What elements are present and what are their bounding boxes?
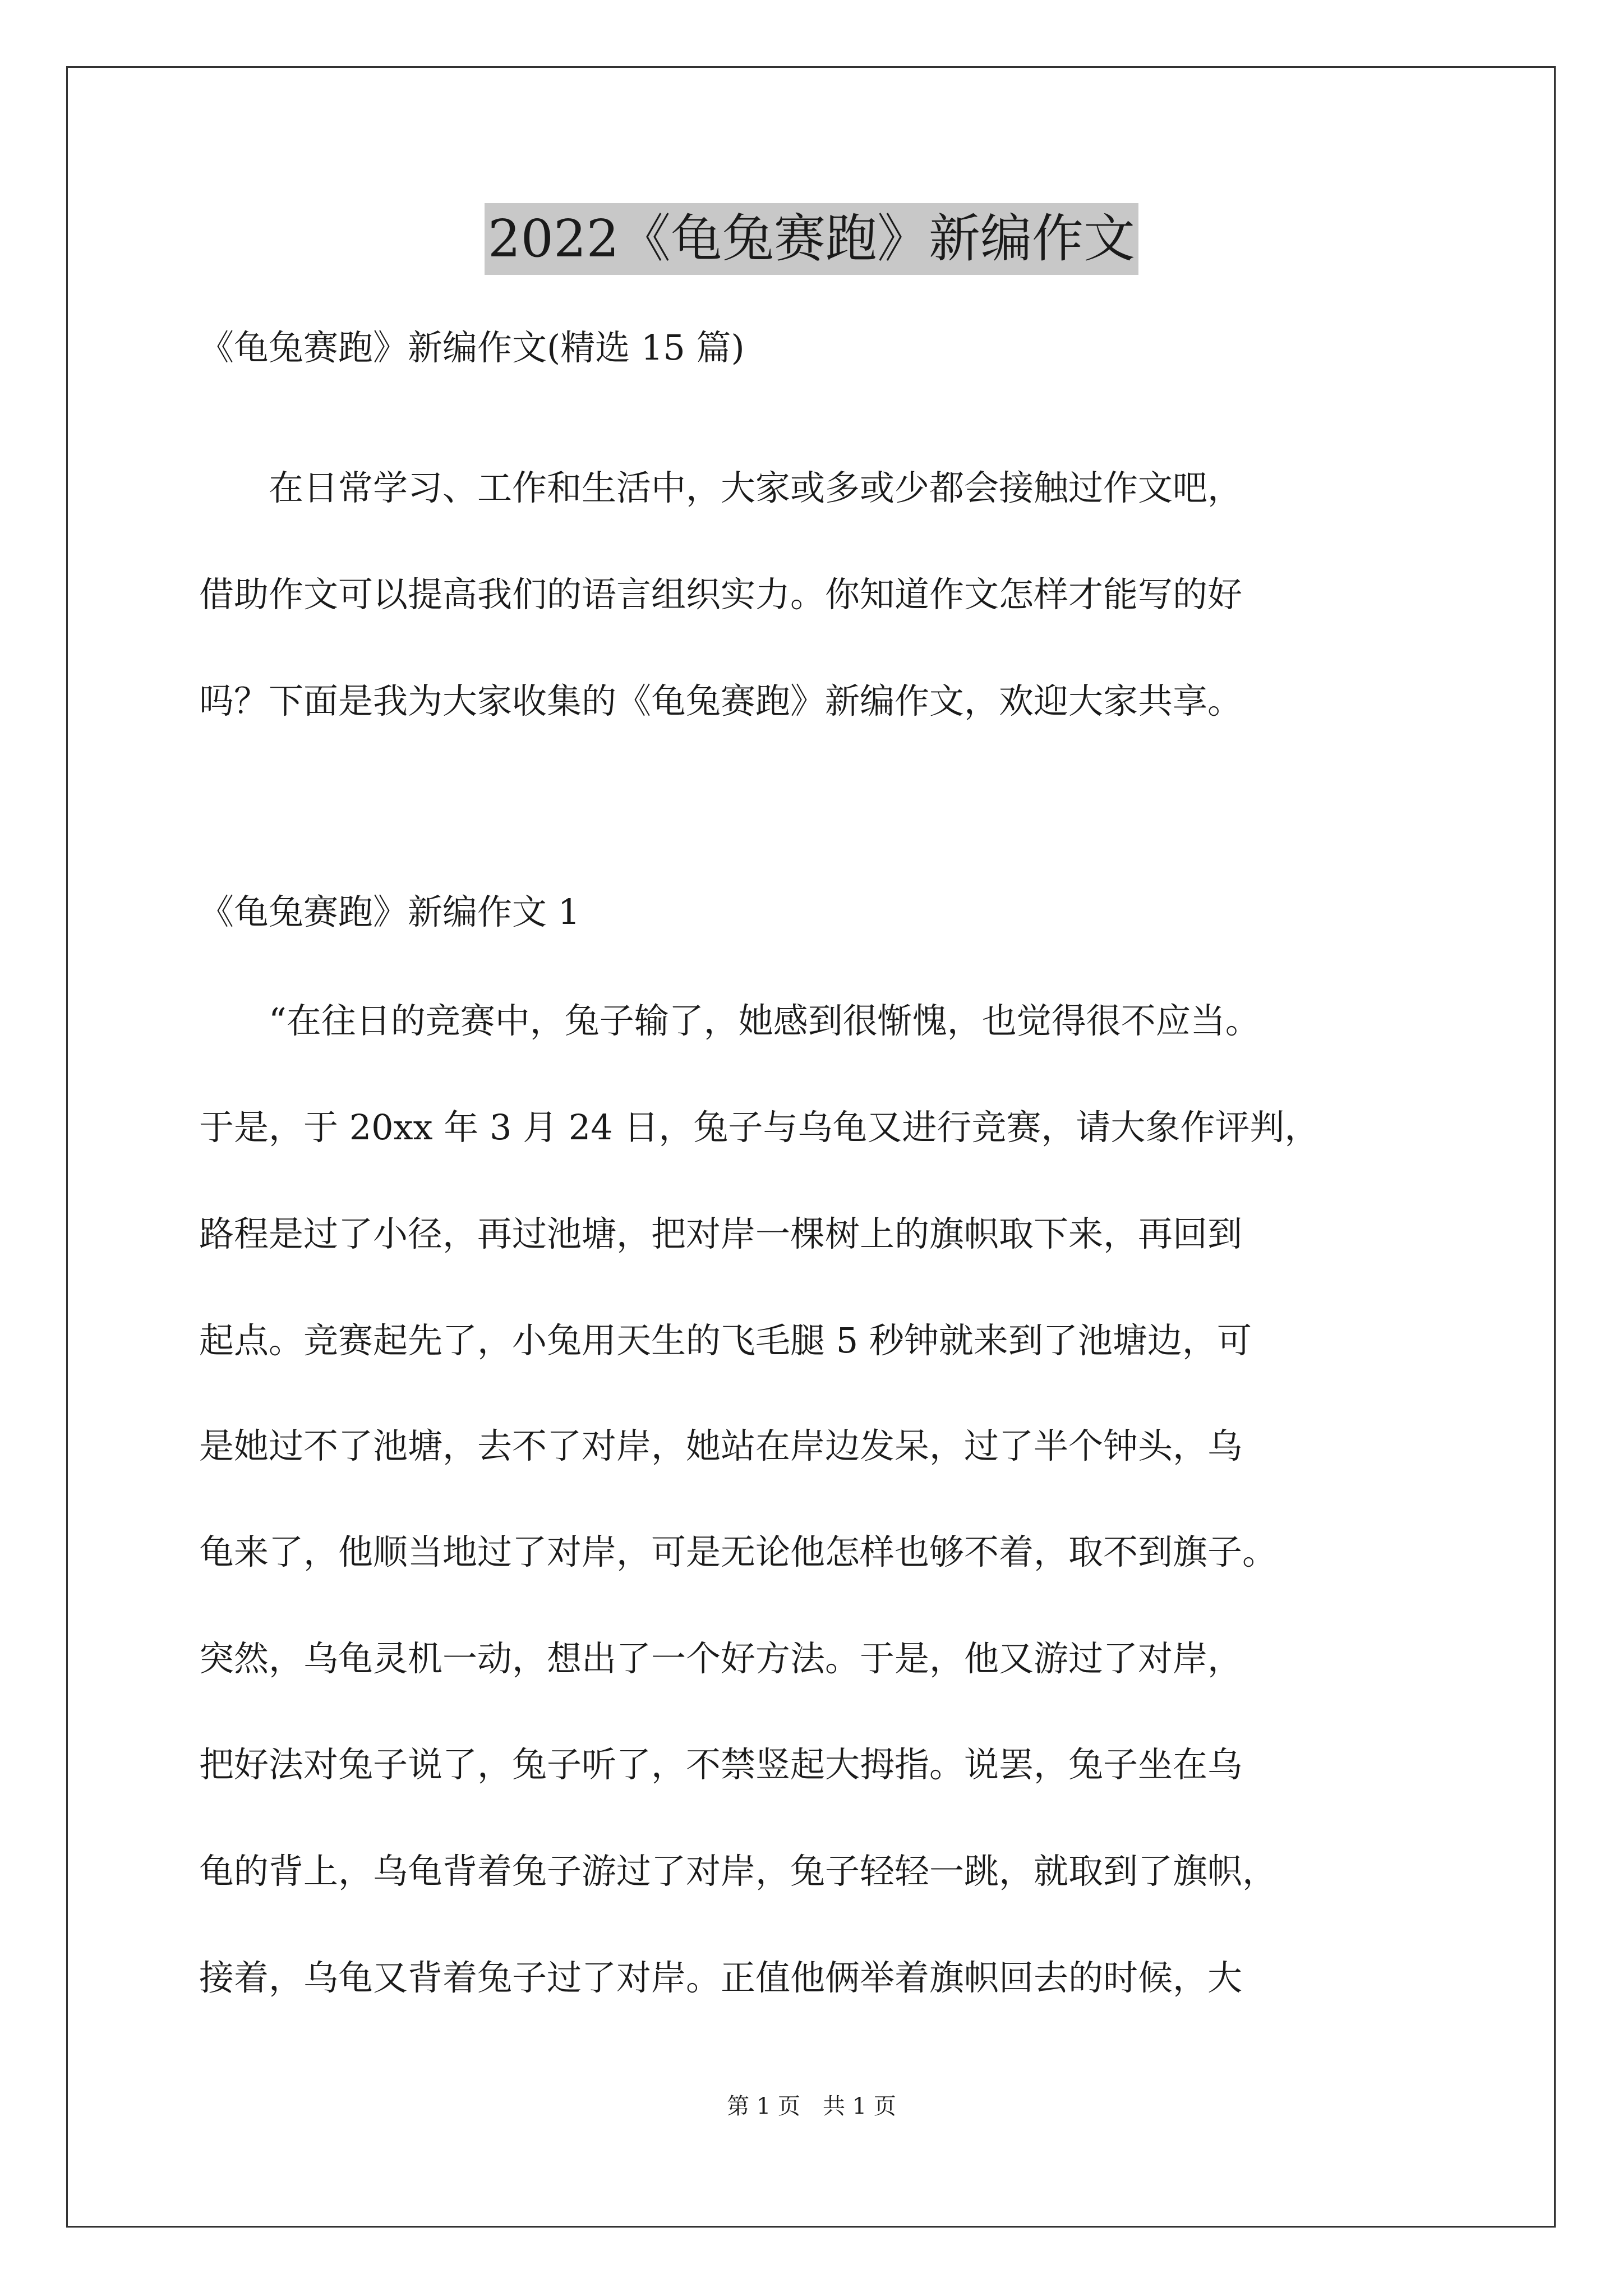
body-line: 龟的背上，乌龟背着兔子游过了对岸，兔子轻轻一跳，就取到了旗帜， <box>199 1851 1278 1892</box>
body-line: “在往日的竞赛中，兔子输了，她感到很惭愧，也觉得很不应当。 <box>199 1000 1260 1041</box>
body-line: 接着，乌龟又背着兔子过了对岸。正值他俩举着旗帜回去的时候，大 <box>199 1957 1243 1998</box>
intro-line: 吗？下面是我为大家收集的《龟兔赛跑》新编作文，欢迎大家共享。 <box>199 680 1243 721</box>
document-subtitle: 《龟兔赛跑》新编作文(精选 15 篇) <box>199 327 745 368</box>
document-title: 2022《龟兔赛跑》新编作文 <box>485 203 1138 275</box>
body-line: 于是，于 20xx 年 3 月 24 日，兔子与乌龟又进行竞赛，请大象作评判， <box>199 1107 1320 1148</box>
intro-line: 在日常学习、工作和生活中，大家或多或少都会接触过作文吧， <box>199 467 1243 508</box>
page-footer: 第 1 页 共 1 页 <box>727 2093 896 2119</box>
intro-line: 借助作文可以提高我们的语言组织实力。你知道作文怎样才能写的好 <box>199 574 1243 615</box>
document-title-container <box>0 203 1623 275</box>
body-line: 路程是过了小径，再过池塘，把对岸一棵树上的旗帜取下来，再回到 <box>199 1213 1243 1254</box>
body-line: 起点。竞赛起先了，小兔用天生的飞毛腿 5 秒钟就来到了池塘边，可 <box>199 1320 1252 1361</box>
body-line: 把好法对兔子说了，兔子听了，不禁竖起大拇指。说罢，兔子坐在乌 <box>199 1744 1243 1785</box>
body-line: 龟来了，他顺当地过了对岸，可是无论他怎样也够不着，取不到旗子。 <box>199 1531 1278 1572</box>
body-line: 是她过不了池塘，去不了对岸，她站在岸边发呆，过了半个钟头，乌 <box>199 1425 1243 1466</box>
body-line: 突然，乌龟灵机一动，想出了一个好方法。于是，他又游过了对岸， <box>199 1638 1243 1679</box>
section-heading: 《龟兔赛跑》新编作文 1 <box>199 891 580 932</box>
